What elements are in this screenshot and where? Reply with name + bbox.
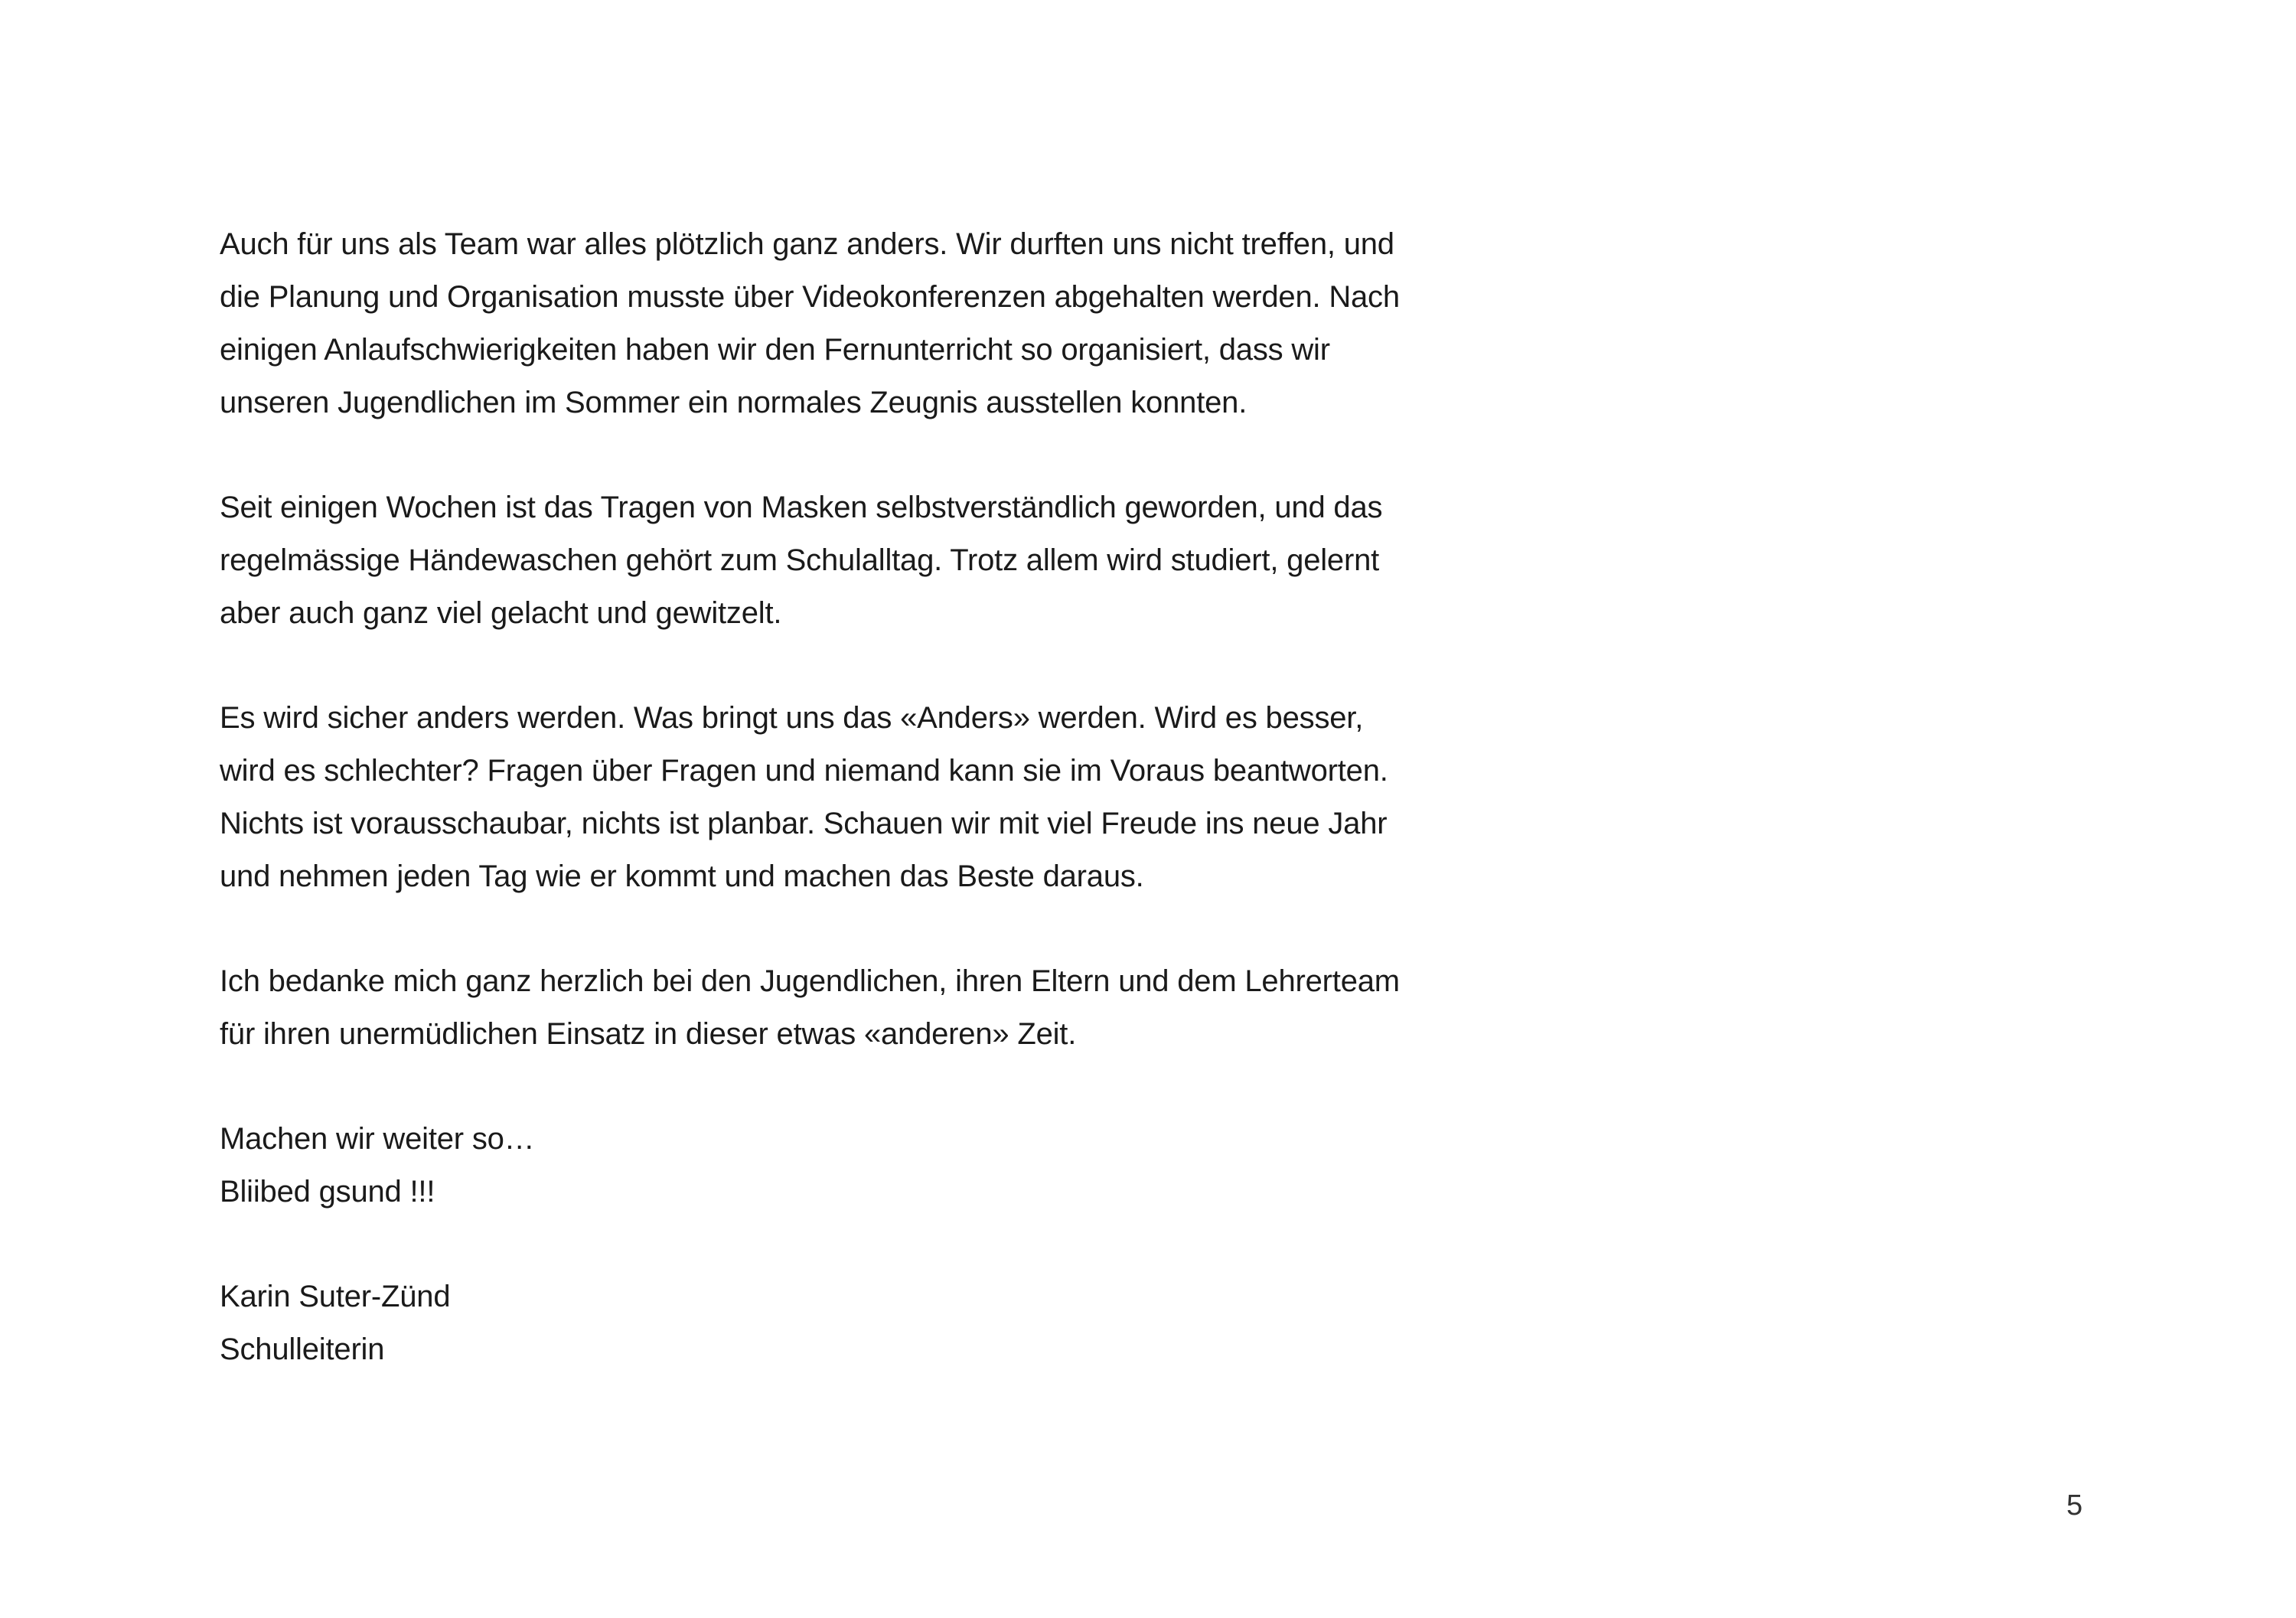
paragraph-future — [220, 692, 1521, 903]
text-line: Seit einigen Wochen ist das Tragen von Masken selbstverständlich geworden, und das — [220, 491, 1383, 524]
letter-body — [220, 218, 1521, 1428]
text-line: wird es schlechter? Fragen über Fragen und niemand kann sie im Voraus beantworten. — [220, 754, 1388, 788]
text-line: Es wird sicher anders werden. Was bringt uns das «Anders» werden. Wird es besser, — [220, 701, 1364, 735]
text-line: für ihren unermüdlichen Einsatz in dieser etwas «anderen» Zeit. — [220, 1017, 1077, 1051]
text-line: Machen wir weiter so… — [220, 1122, 535, 1156]
paragraph-masks — [220, 481, 1521, 640]
signature-title: Schulleiterin — [220, 1333, 385, 1366]
text-line: Bliibed gsund !!! — [220, 1175, 435, 1209]
paragraph-closing — [220, 1113, 1521, 1218]
text-line: einigen Anlaufschwierigkeiten haben wir den Fernunterricht so organisiert, dass wir — [220, 333, 1330, 367]
text-line: Ich bedanke mich ganz herzlich bei den Jugendlichen, ihren Eltern und dem Lehrerteam — [220, 964, 1400, 998]
paragraph-team — [220, 218, 1521, 429]
page-number: 5 — [2066, 1489, 2083, 1522]
text-line: regelmässige Händewaschen gehört zum Schulalltag. Trotz allem wird studiert, gelernt — [220, 543, 1380, 577]
text-line: und nehmen jeden Tag wie er kommt und machen das Beste daraus. — [220, 860, 1144, 893]
text-line: aber auch ganz viel gelacht und gewitzelt. — [220, 596, 782, 630]
signature-block — [220, 1271, 1521, 1376]
text-line: unseren Jugendlichen im Sommer ein normales Zeugnis ausstellen konnten. — [220, 386, 1247, 419]
text-line: Nichts ist vorausschaubar, nichts ist planbar. Schauen wir mit viel Freude ins neue Jahr — [220, 807, 1388, 840]
text-line: die Planung und Organisation musste über Videokonferenzen abgehalten werden. Nach — [220, 280, 1400, 314]
paragraph-thanks — [220, 955, 1521, 1061]
text-line: Auch für uns als Team war alles plötzlich ganz anders. Wir durften uns nicht treffen, und — [220, 227, 1394, 261]
signature-name: Karin Suter-Zünd — [220, 1280, 451, 1313]
